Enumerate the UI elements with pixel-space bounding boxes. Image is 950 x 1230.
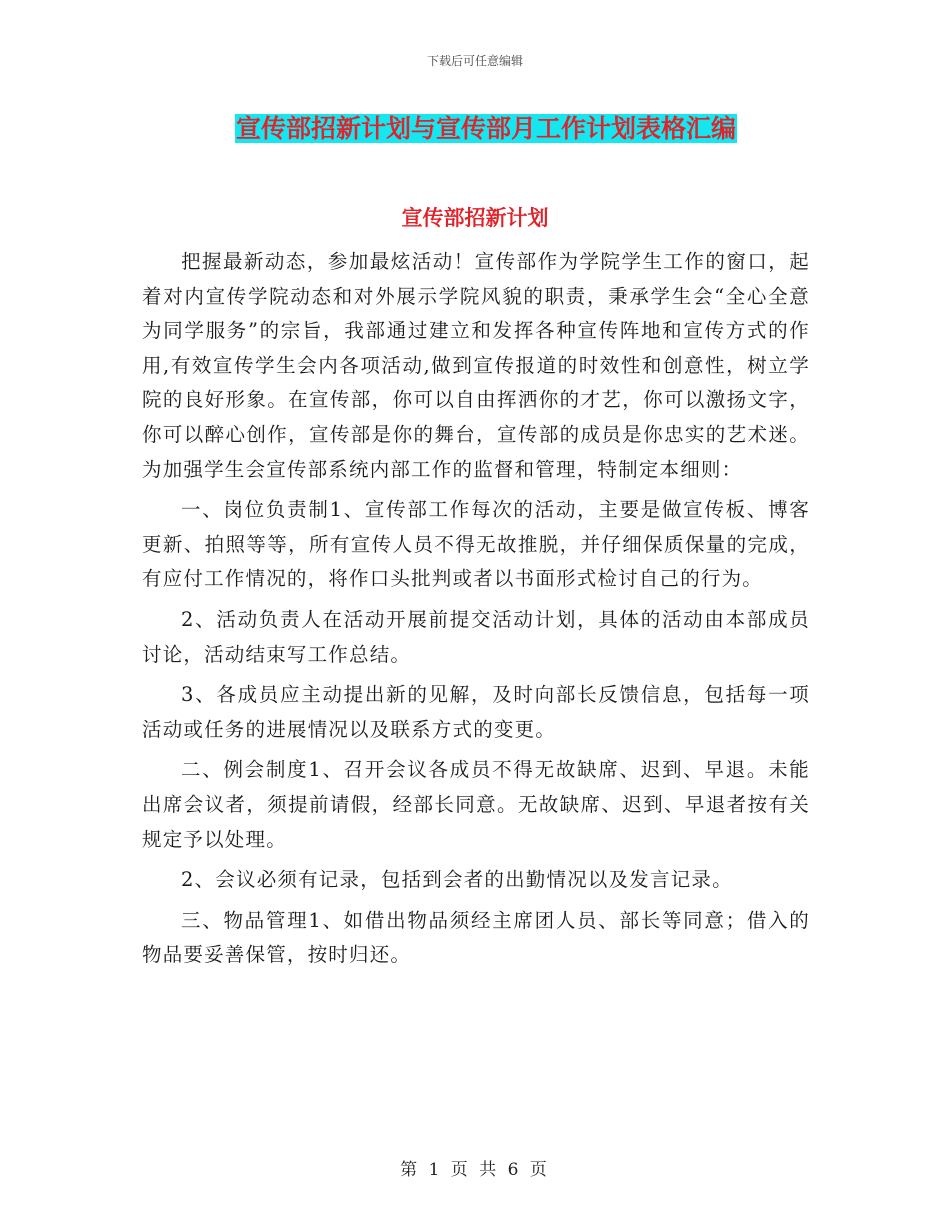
paragraph: 2、会议必须有记录，包括到会者的出勤情况以及发言记录。: [181, 868, 733, 892]
document-body: [142, 245, 810, 979]
paragraph: 三、物品管理1、如借出物品须经主席团人员、部长等同意；借入的物品要妥善保管，按时归还。: [142, 908, 810, 967]
section-title: 宣传部招新计划: [401, 206, 549, 230]
paragraph: 2、活动负责人在活动开展前提交活动计划，具体的活动由本部成员讨论，活动结束写工作总结。: [142, 607, 810, 666]
paragraph: 3、各成员应主动提出新的见解，及时向部长反馈信息，包括每一项活动或任务的进展情况以及联系方式的变更。: [142, 683, 810, 741]
paragraph: 二、例会制度1、召开会议各成员不得无故缺席、迟到、早退。未能出席会议者，须提前请假，经部长同意。无故缺席、迟到、早退者按有关规定予以处理。: [142, 758, 810, 851]
page-footer-number: 第 1 页 共 6 页: [400, 1160, 550, 1180]
page-header-note: 下载后可任意编辑: [426, 54, 523, 68]
document-title: [235, 112, 737, 146]
paragraph: 一、岗位负责制1、宣传部工作每次的活动，主要是做宣传板、博客更新、拍照等等，所有宣传人员不得无故推脱，并仔细保质保量的完成，有应付工作情况的，将作口头批判或者以书面形式检讨自己的行为。: [142, 498, 810, 591]
paragraph: 把握最新动态，参加最炫活动！宣传部作为学院学生工作的窗口，起着对内宣传学院动态和对外展示学院风貌的职责，秉承学生会“全心全意为同学服务”的宗旨，我部通过建立和发挥各种宣传阵地和宣传方式的作用,有效宣传学生会内各项活动,做到宣传报道的时效性和创意性，树立学院的良好形象。在宣传部，你可以自由挥洒你的才艺，你可以激扬文字，你可以醉心创作，宣传部是你的舞台，宣传部的成员是你忠实的艺术迷。为加强学生会宣传部系统内部工作的监督和管理，特制定本细则：: [142, 250, 810, 481]
document-title-text: 宣传部招新计划与宣传部月工作计划表格汇编: [236, 114, 737, 143]
